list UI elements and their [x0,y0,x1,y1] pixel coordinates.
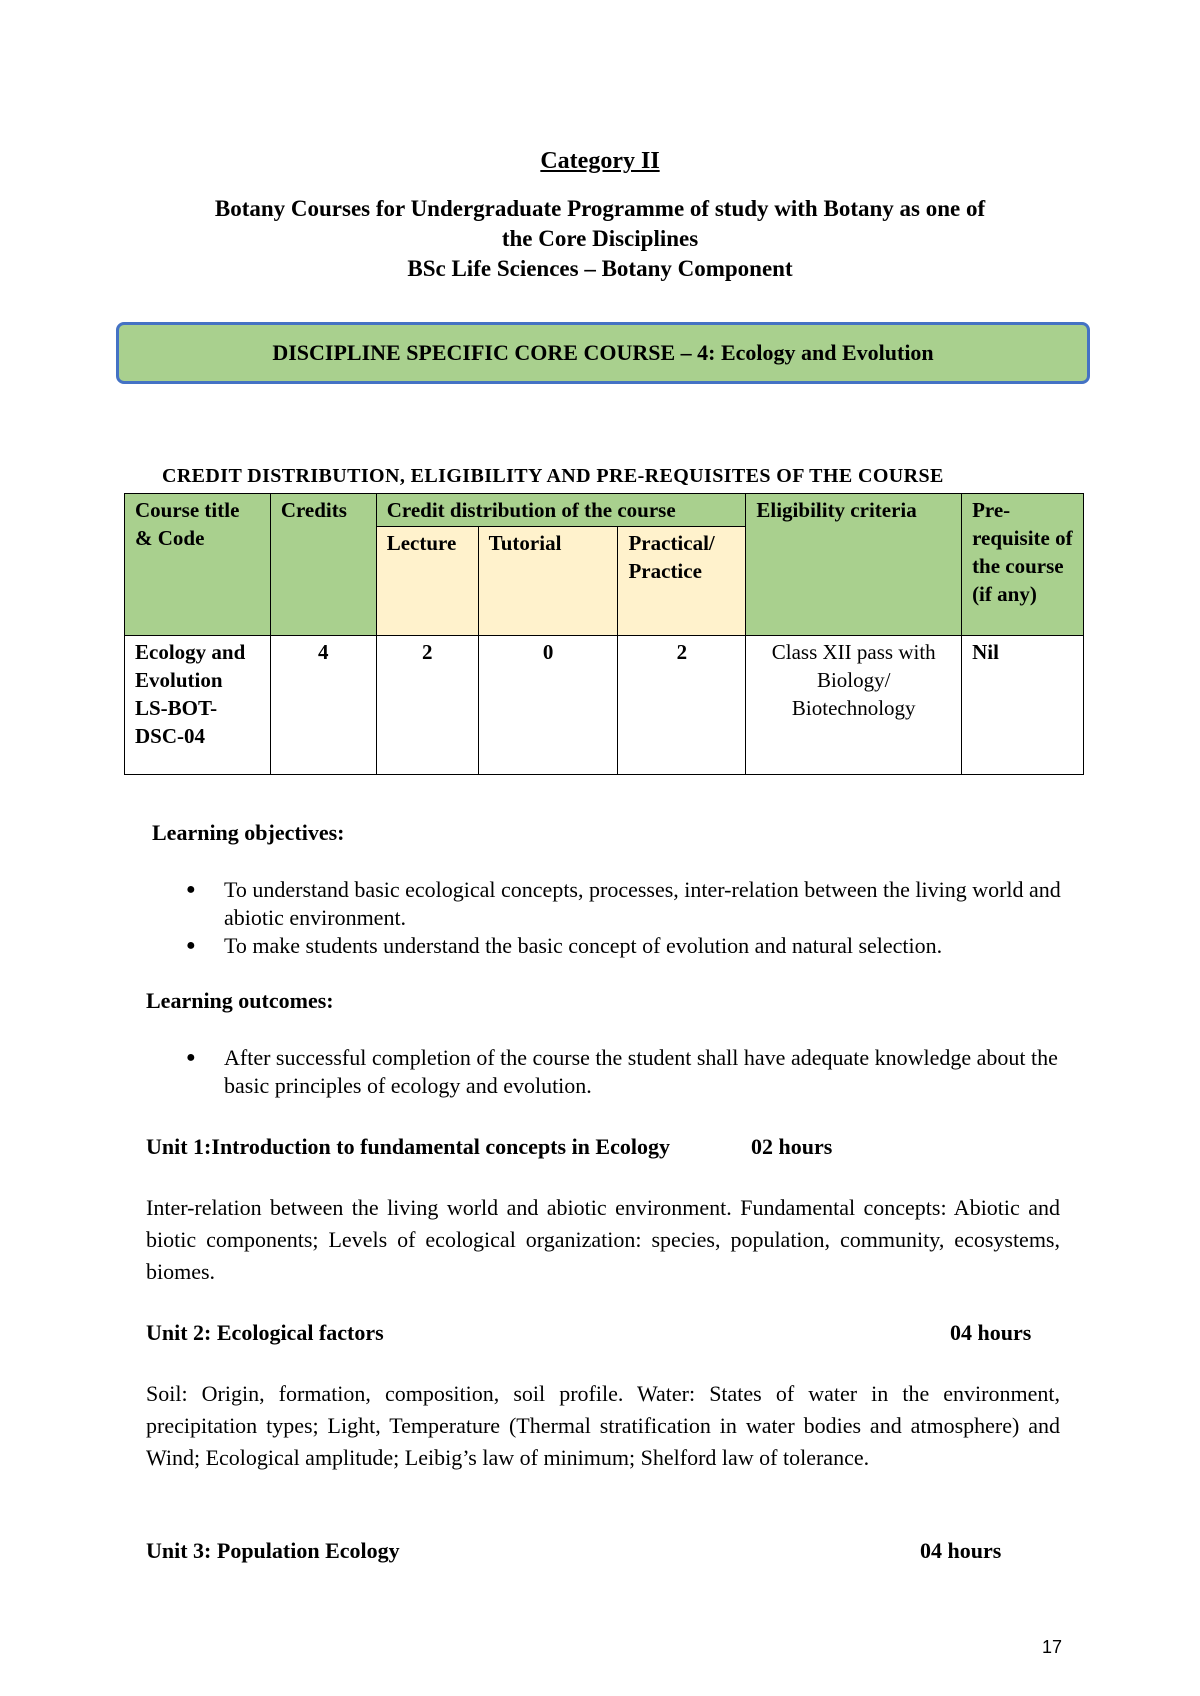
unit-2-title: Unit 2: Ecological factors [146,1320,384,1345]
cell-prerequisite: Nil [962,636,1084,775]
unit-1-hours: 02 hours [751,1134,833,1159]
programme-title-line1: Botany Courses for Undergraduate Programme of study with Botany as one of [214,196,986,221]
unit-3-title: Unit 3: Population Ecology [146,1538,400,1563]
unit-1-title: Unit 1:Introduction to fundamental concepts in Ecology [146,1134,670,1159]
header-practical: Practical/ Practice [618,527,746,636]
header-course-title: Course title & Code [125,494,271,636]
learning-objectives-title: Learning objectives: [152,820,345,845]
header-credits: Credits [270,494,376,636]
unit-2-text: Soil: Origin, formation, composition, soil profile. Water: States of water in the environment, precipitation types; Light, Temperature (Thermal stratification in water bodies and atmosphere) and Wind; Ecological amplitude; Leibig’s law of minimum; Shelford law of tolerance. [146,1381,1060,1470]
page-number: 17 [1042,1637,1063,1657]
learning-objectives-list [186,876,1066,960]
credit-table-heading: CREDIT DISTRIBUTION, ELIGIBILITY AND PRE-REQUISITES OF THE COURSE [162,465,944,487]
unit-1-text: Inter-relation between the living world and abiotic environment. Fundamental concepts: Abiotic and biotic components; Levels of ecological organization: species, population, community, ecosystems, biomes. [146,1195,1060,1284]
course-banner [116,322,1090,384]
header-tutorial: Tutorial [478,527,618,636]
unit-2-hours: 04 hours [950,1320,1032,1345]
cell-practical: 2 [618,636,746,775]
category-heading: Category II [540,148,660,174]
credit-table [124,493,1084,775]
cell-lecture: 2 [376,636,478,775]
cell-eligibility: Class XII pass with Biology/ Biotechnology [746,636,962,775]
course-banner-text: DISCIPLINE SPECIFIC CORE COURSE – 4: Ecology and Evolution [272,340,934,365]
cell-credits: 4 [270,636,376,775]
programme-title-line2: the Core Disciplines [501,226,699,251]
header-prerequisite: Pre-requisite of the course (if any) [962,494,1084,636]
unit-3-hours: 04 hours [920,1538,1002,1563]
header-lecture: Lecture [376,527,478,636]
list-item: ● To understand basic ecological concepts, processes, inter-relation between the living world and abiotic environment. [186,876,1066,932]
cell-course-title: Ecology and Evolution LS-BOT-DSC-04 [125,636,271,775]
list-item: ● To make students understand the basic concept of evolution and natural selection. [186,932,1066,960]
header-eligibility: Eligibility criteria [746,494,962,636]
list-item: ● After successful completion of the course the student shall have adequate knowledge about the basic principles of ecology and evolution. [186,1044,1066,1100]
header-credit-distribution: Credit distribution of the course [376,494,746,527]
cell-tutorial: 0 [478,636,618,775]
learning-outcomes-title: Learning outcomes: [146,988,334,1013]
table-row [125,636,1084,775]
programme-title-line3: BSc Life Sciences – Botany Component [407,256,793,281]
learning-outcomes-list [186,1044,1066,1100]
